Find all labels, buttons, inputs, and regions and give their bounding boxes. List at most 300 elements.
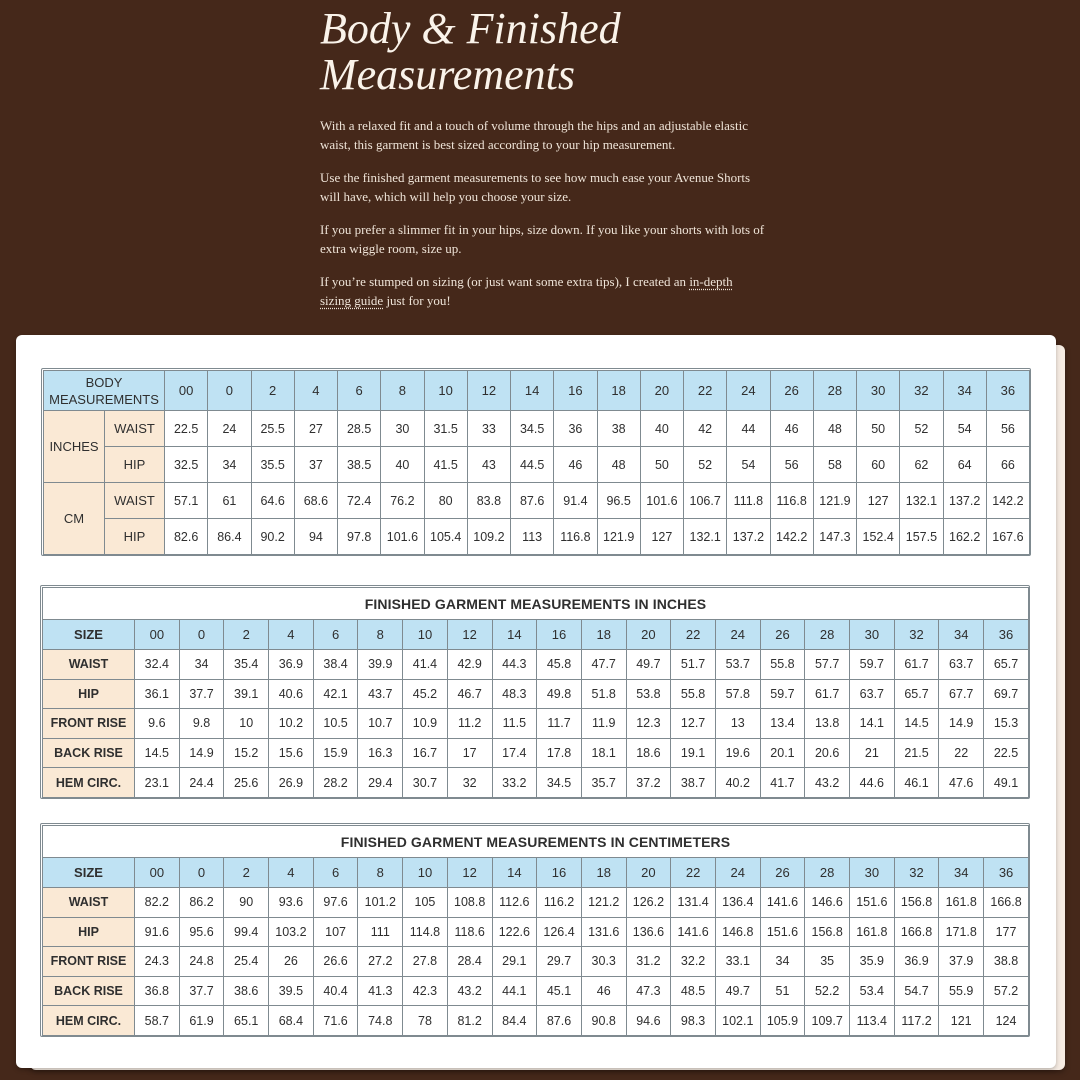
value-cell: 40.6 [269,679,314,709]
measurement-label: HIP [105,447,165,483]
value-cell: 147.3 [813,519,856,555]
table-row [44,447,1030,483]
value-cell: 141.6 [760,888,805,918]
value-cell: 16.3 [358,738,403,768]
value-cell: 157.5 [900,519,943,555]
size-header-cell: 2 [251,371,294,411]
value-cell: 61.7 [805,679,850,709]
measurement-label: HIP [43,917,135,947]
value-cell: 47.7 [581,650,626,680]
value-cell: 17.8 [537,738,582,768]
value-cell: 46 [581,976,626,1006]
value-cell: 61.7 [894,650,939,680]
size-header-cell: 22 [671,858,716,888]
value-cell: 12.3 [626,709,671,739]
value-cell: 74.8 [358,1006,403,1036]
size-header-cell: 34 [943,371,986,411]
value-cell: 29.1 [492,947,537,977]
value-cell: 161.8 [850,917,895,947]
value-cell: 10.5 [313,709,358,739]
size-header-cell: 12 [447,858,492,888]
value-cell: 96.5 [597,483,640,519]
value-cell: 151.6 [850,888,895,918]
value-cell: 10.7 [358,709,403,739]
value-cell: 17.4 [492,738,537,768]
value-cell: 11.5 [492,709,537,739]
size-header-cell: 20 [640,371,683,411]
value-cell: 109.7 [805,1006,850,1036]
value-cell: 58 [813,447,856,483]
measurement-label: HEM CIRC. [43,1006,135,1036]
value-cell: 37.2 [626,768,671,798]
value-cell: 98.3 [671,1006,716,1036]
value-cell: 121.9 [597,519,640,555]
value-cell: 132.1 [900,483,943,519]
value-cell: 40 [381,447,424,483]
size-header-cell: 30 [850,858,895,888]
value-cell: 37.7 [179,679,224,709]
value-cell: 55.8 [671,679,716,709]
value-cell: 41.3 [358,976,403,1006]
value-cell: 121.9 [813,483,856,519]
value-cell: 45.1 [537,976,582,1006]
value-cell: 62 [900,447,943,483]
value-cell: 14.5 [135,738,180,768]
value-cell: 44.6 [850,768,895,798]
value-cell: 40 [640,411,683,447]
value-cell: 116.8 [554,519,597,555]
value-cell: 25.6 [224,768,269,798]
value-cell: 34.5 [511,411,554,447]
value-cell: 137.2 [943,483,986,519]
value-cell: 59.7 [850,650,895,680]
value-cell: 142.2 [770,519,813,555]
value-cell: 44 [727,411,770,447]
value-cell: 40.4 [313,976,358,1006]
value-cell: 42.3 [403,976,448,1006]
value-cell: 86.4 [208,519,251,555]
value-cell: 47.6 [939,768,984,798]
value-cell: 44.3 [492,650,537,680]
value-cell: 51.8 [581,679,626,709]
value-cell: 13.4 [760,709,805,739]
size-header-cell: 18 [581,620,626,650]
value-cell: 86.2 [179,888,224,918]
value-cell: 162.2 [943,519,986,555]
value-cell: 38.5 [338,447,381,483]
page-title-line-2: Measurements [320,50,575,99]
size-header-cell: 24 [727,371,770,411]
size-header-cell: 16 [537,858,582,888]
value-cell: 64 [943,447,986,483]
inches-size-row [43,620,1029,650]
value-cell: 67.7 [939,679,984,709]
value-cell: 66 [986,447,1029,483]
value-cell: 91.4 [554,483,597,519]
value-cell: 28.4 [447,947,492,977]
value-cell: 65.7 [984,650,1029,680]
value-cell: 53.4 [850,976,895,1006]
value-cell: 41.4 [403,650,448,680]
size-header-cell: 30 [850,620,895,650]
value-cell: 30 [381,411,424,447]
value-cell: 22.5 [165,411,208,447]
value-cell: 111.8 [727,483,770,519]
size-header-cell: 24 [715,620,760,650]
value-cell: 84.4 [492,1006,537,1036]
size-header-cell: 4 [294,371,337,411]
value-cell: 142.2 [986,483,1029,519]
value-cell: 53.7 [715,650,760,680]
size-header-cell: 12 [467,371,510,411]
value-cell: 141.6 [671,917,716,947]
size-header-cell: 4 [269,858,314,888]
value-cell: 46.1 [894,768,939,798]
value-cell: 109.2 [467,519,510,555]
value-cell: 36.8 [135,976,180,1006]
value-cell: 65.7 [894,679,939,709]
value-cell: 68.4 [269,1006,314,1036]
size-label: SIZE [43,858,135,888]
value-cell: 161.8 [939,888,984,918]
value-cell: 105 [403,888,448,918]
size-header-cell: 00 [135,620,180,650]
value-cell: 16.7 [403,738,448,768]
value-cell: 57.1 [165,483,208,519]
page-title [320,6,765,98]
value-cell: 48.3 [492,679,537,709]
value-cell: 14.9 [179,738,224,768]
value-cell: 22.5 [984,738,1029,768]
size-header-cell: 32 [900,371,943,411]
value-cell: 48 [597,447,640,483]
value-cell: 19.6 [715,738,760,768]
value-cell: 56 [770,447,813,483]
finished-cm-title: FINISHED GARMENT MEASUREMENTS IN CENTIMETERS [43,826,1029,858]
value-cell: 33 [467,411,510,447]
value-cell: 27.8 [403,947,448,977]
value-cell: 91.6 [135,917,180,947]
value-cell: 90 [224,888,269,918]
value-cell: 46 [770,411,813,447]
value-cell: 87.6 [511,483,554,519]
value-cell: 38.4 [313,650,358,680]
value-cell: 55.8 [760,650,805,680]
table-row [43,888,1029,918]
value-cell: 51.7 [671,650,716,680]
value-cell: 49.8 [537,679,582,709]
value-cell: 58.7 [135,1006,180,1036]
value-cell: 27.2 [358,947,403,977]
value-cell: 87.6 [537,1006,582,1036]
value-cell: 15.3 [984,709,1029,739]
body-measurements-table [43,370,1030,555]
finished-inches-table [42,587,1029,798]
value-cell: 61.9 [179,1006,224,1036]
measurement-label: WAIST [43,650,135,680]
value-cell: 166.8 [894,917,939,947]
value-cell: 27 [294,411,337,447]
value-cell: 60 [857,447,900,483]
value-cell: 54 [943,411,986,447]
value-cell: 146.6 [805,888,850,918]
table-row [43,650,1029,680]
value-cell: 112.6 [492,888,537,918]
table-row [43,947,1029,977]
value-cell: 68.6 [294,483,337,519]
value-cell: 19.1 [671,738,716,768]
value-cell: 39.9 [358,650,403,680]
size-header-cell: 30 [857,371,900,411]
value-cell: 23.1 [135,768,180,798]
value-cell: 103.2 [269,917,314,947]
value-cell: 82.6 [165,519,208,555]
value-cell: 126.2 [626,888,671,918]
value-cell: 56 [986,411,1029,447]
table-row [43,976,1029,1006]
size-header-cell: 24 [715,858,760,888]
table-row [43,738,1029,768]
value-cell: 101.6 [640,483,683,519]
value-cell: 32.5 [165,447,208,483]
value-cell: 46.7 [447,679,492,709]
value-cell: 42 [684,411,727,447]
value-cell: 24.8 [179,947,224,977]
value-cell: 11.9 [581,709,626,739]
value-cell: 45.2 [403,679,448,709]
value-cell: 18.6 [626,738,671,768]
value-cell: 13.8 [805,709,850,739]
value-cell: 34 [208,447,251,483]
value-cell: 38.6 [224,976,269,1006]
intro-paragraph-4-end: just for you! [383,292,451,308]
value-cell: 22 [939,738,984,768]
value-cell: 34 [179,650,224,680]
value-cell: 53.8 [626,679,671,709]
value-cell: 43.2 [447,976,492,1006]
value-cell: 25.5 [251,411,294,447]
size-header-cell: 6 [313,620,358,650]
unit-label: CM [44,483,105,555]
value-cell: 50 [640,447,683,483]
value-cell: 94 [294,519,337,555]
intro-paragraph-1: With a relaxed fit and a touch of volume through the hips and an adjustable elastic waist, this garment is best sized according to your hip measurement. [320,118,748,152]
value-cell: 26 [269,947,314,977]
value-cell: 114.8 [403,917,448,947]
value-cell: 113.4 [850,1006,895,1036]
size-header-cell: 10 [403,858,448,888]
measurement-label: BACK RISE [43,738,135,768]
value-cell: 99.4 [224,917,269,947]
size-header-cell: 8 [358,620,403,650]
value-cell: 36.9 [269,650,314,680]
value-cell: 121 [939,1006,984,1036]
size-header-cell: 8 [381,371,424,411]
size-header-cell: 36 [984,858,1029,888]
value-cell: 14.5 [894,709,939,739]
value-cell: 166.8 [984,888,1029,918]
value-cell: 118.6 [447,917,492,947]
value-cell: 37.9 [939,947,984,977]
size-header-cell: 00 [135,858,180,888]
value-cell: 10.9 [403,709,448,739]
value-cell: 55.9 [939,976,984,1006]
value-cell: 107 [313,917,358,947]
value-cell: 38.7 [671,768,716,798]
size-header-cell: 34 [939,858,984,888]
value-cell: 29.4 [358,768,403,798]
value-cell: 36 [554,411,597,447]
value-cell: 146.8 [715,917,760,947]
value-cell: 72.4 [338,483,381,519]
value-cell: 20.1 [760,738,805,768]
value-cell: 46 [554,447,597,483]
value-cell: 42.9 [447,650,492,680]
size-header-cell: 10 [424,371,467,411]
value-cell: 33.2 [492,768,537,798]
value-cell: 131.4 [671,888,716,918]
value-cell: 34 [760,947,805,977]
value-cell: 42.1 [313,679,358,709]
value-cell: 90.8 [581,1006,626,1036]
value-cell: 13 [715,709,760,739]
size-header-cell: 2 [224,858,269,888]
value-cell: 156.8 [894,888,939,918]
value-cell: 152.4 [857,519,900,555]
size-header-cell: 6 [313,858,358,888]
size-header-cell: 8 [358,858,403,888]
size-header-cell: 28 [805,620,850,650]
value-cell: 95.6 [179,917,224,947]
size-header-cell: 18 [597,371,640,411]
size-header-cell: 28 [805,858,850,888]
value-cell: 63.7 [850,679,895,709]
value-cell: 24 [208,411,251,447]
value-cell: 11.7 [537,709,582,739]
value-cell: 35.7 [581,768,626,798]
size-header-cell: 22 [671,620,716,650]
value-cell: 48.5 [671,976,716,1006]
value-cell: 36.1 [135,679,180,709]
size-header-cell: 22 [684,371,727,411]
value-cell: 31.5 [424,411,467,447]
intro-section [320,6,765,325]
table-row [43,709,1029,739]
value-cell: 9.8 [179,709,224,739]
size-header-cell: 26 [770,371,813,411]
value-cell: 116.2 [537,888,582,918]
value-cell: 101.2 [358,888,403,918]
size-header-cell: 10 [403,620,448,650]
size-header-cell: 0 [179,858,224,888]
value-cell: 57.7 [805,650,850,680]
value-cell: 82.2 [135,888,180,918]
value-cell: 41.7 [760,768,805,798]
value-cell: 31.2 [626,947,671,977]
value-cell: 11.2 [447,709,492,739]
value-cell: 47.3 [626,976,671,1006]
value-cell: 80 [424,483,467,519]
size-header-cell: 20 [626,858,671,888]
measurement-label: HEM CIRC. [43,768,135,798]
value-cell: 14.9 [939,709,984,739]
size-header-cell: 0 [208,371,251,411]
value-cell: 71.6 [313,1006,358,1036]
value-cell: 36.9 [894,947,939,977]
size-header-cell: 12 [447,620,492,650]
value-cell: 113 [511,519,554,555]
value-cell: 43 [467,447,510,483]
size-header-cell: 28 [813,371,856,411]
size-header-cell: 00 [165,371,208,411]
value-cell: 57.8 [715,679,760,709]
value-cell: 111 [358,917,403,947]
table-row [43,768,1029,798]
value-cell: 101.6 [381,519,424,555]
size-header-cell: 32 [894,858,939,888]
value-cell: 43.2 [805,768,850,798]
size-header-cell: 14 [511,371,554,411]
value-cell: 20.6 [805,738,850,768]
value-cell: 25.4 [224,947,269,977]
value-cell: 44.1 [492,976,537,1006]
value-cell: 102.1 [715,1006,760,1036]
size-header-cell: 18 [581,858,626,888]
measurement-label: BACK RISE [43,976,135,1006]
body-table-header-row [44,371,1030,411]
value-cell: 35.4 [224,650,269,680]
value-cell: 49.7 [715,976,760,1006]
value-cell: 35.5 [251,447,294,483]
size-header-cell: 4 [269,620,314,650]
value-cell: 126.4 [537,917,582,947]
finished-inches-title: FINISHED GARMENT MEASUREMENTS IN INCHES [43,588,1029,620]
value-cell: 44.5 [511,447,554,483]
value-cell: 136.6 [626,917,671,947]
value-cell: 122.6 [492,917,537,947]
value-cell: 136.4 [715,888,760,918]
table-row [44,411,1030,447]
value-cell: 17 [447,738,492,768]
value-cell: 30.7 [403,768,448,798]
size-header-cell: 2 [224,620,269,650]
cm-size-row [43,858,1029,888]
body-measurements-label: BODY MEASUREMENTS [44,371,165,411]
value-cell: 40.2 [715,768,760,798]
sizing-guide-link[interactable]: in-depth sizing guide [320,274,733,308]
size-header-cell: 36 [984,620,1029,650]
value-cell: 39.1 [224,679,269,709]
value-cell: 90.2 [251,519,294,555]
value-cell: 59.7 [760,679,805,709]
value-cell: 15.6 [269,738,314,768]
value-cell: 45.8 [537,650,582,680]
value-cell: 30.3 [581,947,626,977]
value-cell: 54 [727,447,770,483]
value-cell: 69.7 [984,679,1029,709]
value-cell: 51 [760,976,805,1006]
value-cell: 127 [857,483,900,519]
value-cell: 18.1 [581,738,626,768]
value-cell: 43.7 [358,679,403,709]
value-cell: 76.2 [381,483,424,519]
table-row [43,679,1029,709]
value-cell: 105.4 [424,519,467,555]
value-cell: 24.3 [135,947,180,977]
size-header-cell: 26 [760,620,805,650]
value-cell: 9.6 [135,709,180,739]
value-cell: 28.5 [338,411,381,447]
